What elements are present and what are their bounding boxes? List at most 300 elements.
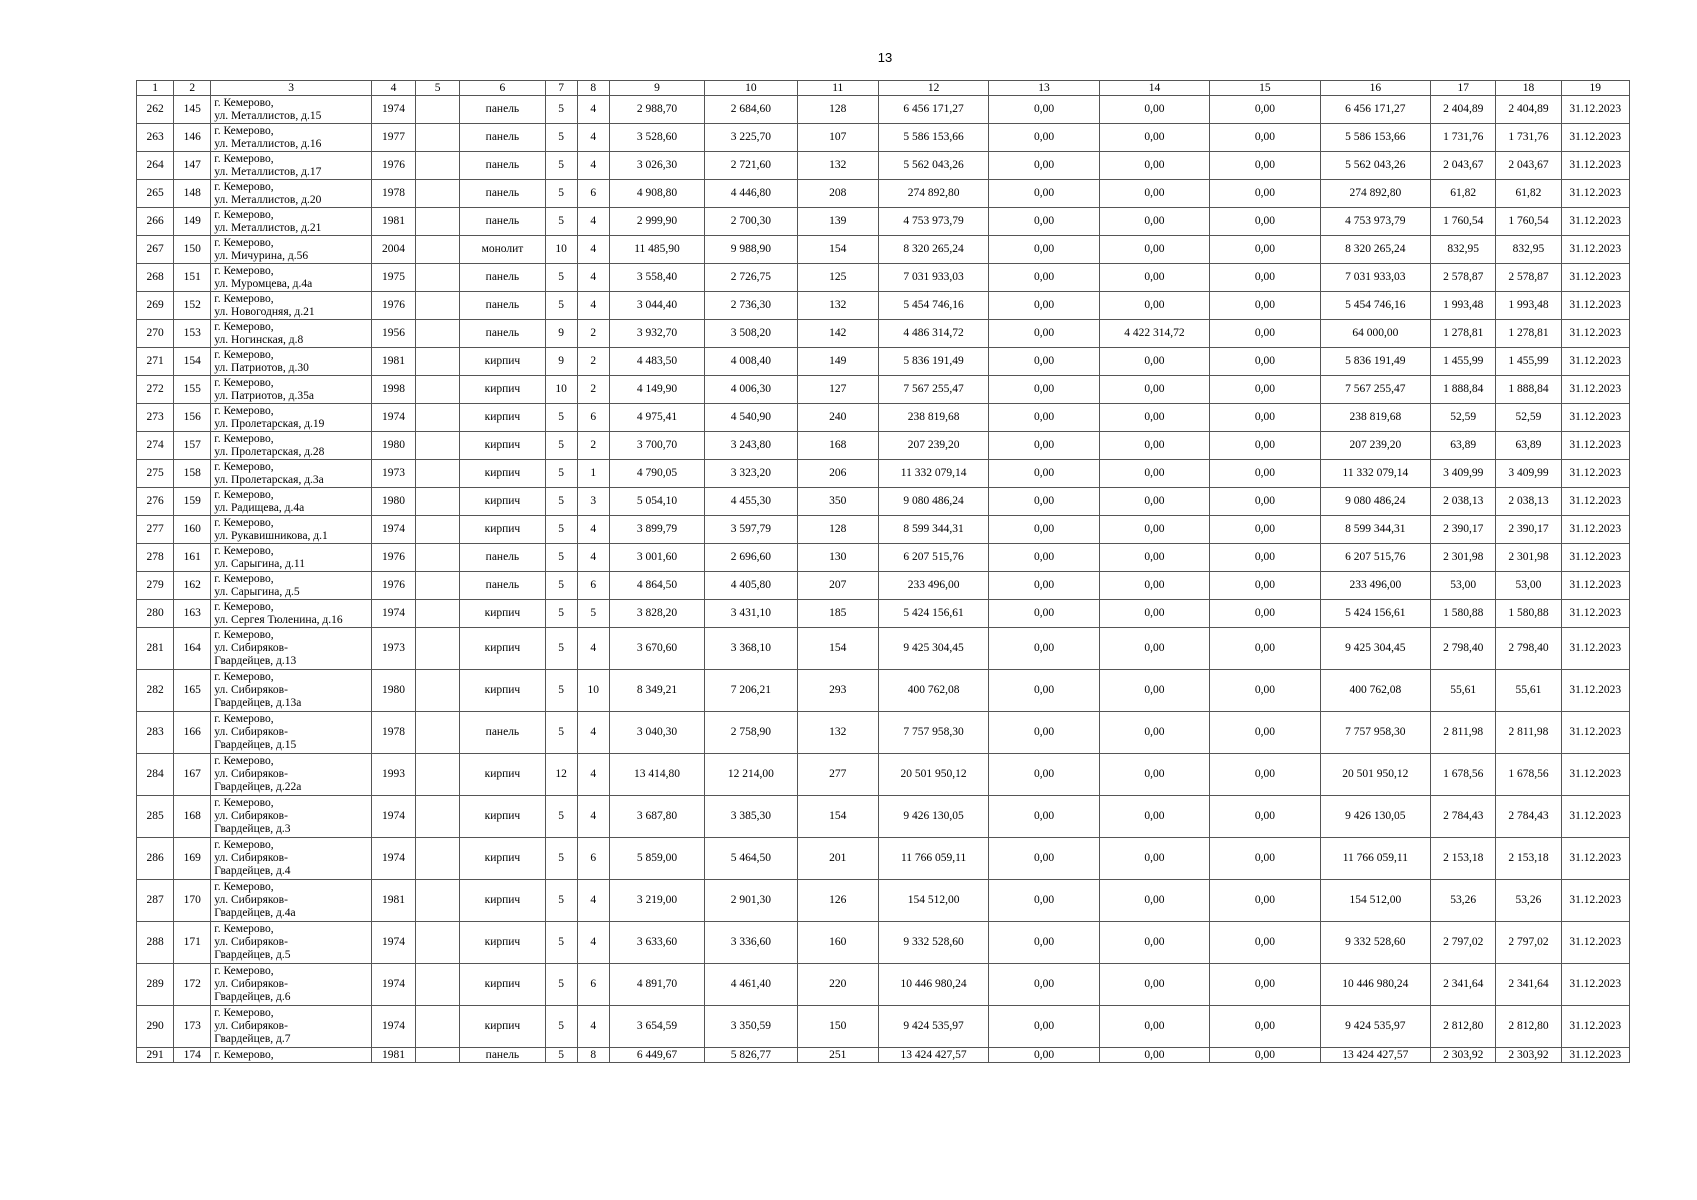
table-cell: 4 483,50 xyxy=(609,348,704,376)
table-cell: 2 736,30 xyxy=(705,292,797,320)
table-cell: 5 xyxy=(545,180,577,208)
table-cell: 174 xyxy=(174,1048,211,1063)
table-cell: 1974 xyxy=(371,600,415,628)
table-cell: 2 721,60 xyxy=(705,152,797,180)
table-cell: 31.12.2023 xyxy=(1561,600,1629,628)
table-cell: 0,00 xyxy=(989,628,1099,670)
table-cell: 268 xyxy=(137,264,174,292)
table-cell: 6 449,67 xyxy=(609,1048,704,1063)
address-cell: г. Кемерово, ул. Мичурина, д.56 xyxy=(211,236,372,264)
table-cell: 206 xyxy=(797,460,878,488)
table-cell: 1974 xyxy=(371,922,415,964)
address-cell: г. Кемерово, ул. Патриотов, д.35а xyxy=(211,376,372,404)
table-cell: кирпич xyxy=(460,432,545,460)
table-cell: 3 409,99 xyxy=(1496,460,1561,488)
table-cell: 3 687,80 xyxy=(609,796,704,838)
table-cell: 168 xyxy=(174,796,211,838)
table-cell: 9 332 528,60 xyxy=(1320,922,1430,964)
table-cell: 1981 xyxy=(371,348,415,376)
table-cell: 53,00 xyxy=(1496,572,1561,600)
table-cell: 20 501 950,12 xyxy=(878,754,988,796)
table-cell: 207 239,20 xyxy=(1320,432,1430,460)
table-row xyxy=(137,964,1630,1006)
table-row xyxy=(137,404,1630,432)
table-cell: 0,00 xyxy=(1210,152,1320,180)
table-row xyxy=(137,124,1630,152)
table-cell: 0,00 xyxy=(1210,432,1320,460)
table-cell: 281 xyxy=(137,628,174,670)
table-cell: 164 xyxy=(174,628,211,670)
table-cell: 9 xyxy=(545,348,577,376)
table-cell: 0,00 xyxy=(989,1006,1099,1048)
table-cell: 1998 xyxy=(371,376,415,404)
table-cell: 31.12.2023 xyxy=(1561,152,1629,180)
table-cell: 2 038,13 xyxy=(1496,488,1561,516)
table-cell: 8 599 344,31 xyxy=(878,516,988,544)
table-cell: 0,00 xyxy=(1099,796,1209,838)
column-number-header: 1 xyxy=(137,81,174,96)
table-cell: 3 508,20 xyxy=(705,320,797,348)
table-cell: 0,00 xyxy=(1210,180,1320,208)
table-cell: 7 567 255,47 xyxy=(1320,376,1430,404)
table-cell: 31.12.2023 xyxy=(1561,754,1629,796)
table-cell: 170 xyxy=(174,880,211,922)
table-cell: 273 xyxy=(137,404,174,432)
table-cell: 0,00 xyxy=(989,670,1099,712)
table-cell: 63,89 xyxy=(1496,432,1561,460)
table-cell: 5 xyxy=(545,600,577,628)
table-cell: 0,00 xyxy=(1099,1048,1209,1063)
table-cell: 1981 xyxy=(371,1048,415,1063)
column-number-header: 12 xyxy=(878,81,988,96)
table-cell xyxy=(416,124,460,152)
table-cell: 3 633,60 xyxy=(609,922,704,964)
housing-registry-table xyxy=(136,80,1630,1063)
column-number-header: 5 xyxy=(416,81,460,96)
table-cell: 2 758,90 xyxy=(705,712,797,754)
table-cell: 0,00 xyxy=(1210,572,1320,600)
table-cell: 9 425 304,45 xyxy=(1320,628,1430,670)
table-cell: 6 xyxy=(577,964,609,1006)
table-cell: 2 797,02 xyxy=(1431,922,1496,964)
table-cell: 1974 xyxy=(371,404,415,432)
table-cell: 0,00 xyxy=(1099,880,1209,922)
table-cell: 6 xyxy=(577,404,609,432)
table-cell: 173 xyxy=(174,1006,211,1048)
table-cell: 0,00 xyxy=(989,572,1099,600)
table-cell: 1976 xyxy=(371,292,415,320)
table-cell: 10 446 980,24 xyxy=(878,964,988,1006)
table-cell: 0,00 xyxy=(1210,96,1320,124)
table-cell: 400 762,08 xyxy=(1320,670,1430,712)
table-cell: 278 xyxy=(137,544,174,572)
table-row xyxy=(137,96,1630,124)
table-cell: 162 xyxy=(174,572,211,600)
table-cell: 0,00 xyxy=(1099,348,1209,376)
table-cell xyxy=(416,432,460,460)
table-cell: 55,61 xyxy=(1496,670,1561,712)
table-cell: 201 xyxy=(797,838,878,880)
table-cell: 128 xyxy=(797,516,878,544)
table-cell: 5 xyxy=(545,670,577,712)
address-cell: г. Кемерово, ул. Пролетарская, д.3а xyxy=(211,460,372,488)
table-cell: 350 xyxy=(797,488,878,516)
column-number-header: 15 xyxy=(1210,81,1320,96)
table-cell: 1981 xyxy=(371,880,415,922)
table-cell: 31.12.2023 xyxy=(1561,488,1629,516)
table-cell: 1 580,88 xyxy=(1496,600,1561,628)
table-row xyxy=(137,880,1630,922)
table-cell: 4 xyxy=(577,922,609,964)
table-cell: 1973 xyxy=(371,628,415,670)
table-cell: 2 784,43 xyxy=(1496,796,1561,838)
table-cell: 0,00 xyxy=(989,922,1099,964)
table-cell: 148 xyxy=(174,180,211,208)
address-cell: г. Кемерово, ул. Сибиряков- Гвардейцев, д.3 xyxy=(211,796,372,838)
table-cell: панель xyxy=(460,1048,545,1063)
table-cell: 1980 xyxy=(371,488,415,516)
table-cell: кирпич xyxy=(460,376,545,404)
table-cell: 207 239,20 xyxy=(878,432,988,460)
table-cell: 7 567 255,47 xyxy=(878,376,988,404)
table-row xyxy=(137,1048,1630,1063)
table-cell: 5 054,10 xyxy=(609,488,704,516)
table-cell: 1 888,84 xyxy=(1496,376,1561,404)
table-cell: 1978 xyxy=(371,180,415,208)
table-cell: 53,00 xyxy=(1431,572,1496,600)
table-cell: 9 426 130,05 xyxy=(1320,796,1430,838)
table-cell: 0,00 xyxy=(1210,460,1320,488)
table-cell: 149 xyxy=(797,348,878,376)
table-cell: 0,00 xyxy=(989,292,1099,320)
table-cell: кирпич xyxy=(460,628,545,670)
table-cell xyxy=(416,96,460,124)
table-cell: 0,00 xyxy=(989,96,1099,124)
table-cell: 272 xyxy=(137,376,174,404)
table-cell: 2 578,87 xyxy=(1496,264,1561,292)
table-cell: 2 798,40 xyxy=(1431,628,1496,670)
table-row xyxy=(137,516,1630,544)
address-cell: г. Кемерово, ул. Металлистов, д.21 xyxy=(211,208,372,236)
table-cell: 13 414,80 xyxy=(609,754,704,796)
table-cell: 31.12.2023 xyxy=(1561,712,1629,754)
table-cell: 287 xyxy=(137,880,174,922)
column-number-header: 10 xyxy=(705,81,797,96)
table-cell: 1976 xyxy=(371,572,415,600)
table-cell: 2 341,64 xyxy=(1496,964,1561,1006)
table-cell: 240 xyxy=(797,404,878,432)
table-cell: 5 836 191,49 xyxy=(878,348,988,376)
table-cell: 6 207 515,76 xyxy=(878,544,988,572)
table-cell: 2 303,92 xyxy=(1496,1048,1561,1063)
table-cell: 0,00 xyxy=(1099,376,1209,404)
table-cell: 1956 xyxy=(371,320,415,348)
table-cell: 163 xyxy=(174,600,211,628)
table-cell: 5 xyxy=(545,838,577,880)
table-cell: 139 xyxy=(797,208,878,236)
table-cell: 264 xyxy=(137,152,174,180)
table-cell: 2 038,13 xyxy=(1431,488,1496,516)
table-cell: 1976 xyxy=(371,152,415,180)
table-cell: 2 684,60 xyxy=(705,96,797,124)
table-cell: 6 456 171,27 xyxy=(1320,96,1430,124)
table-cell: 284 xyxy=(137,754,174,796)
column-number-header: 6 xyxy=(460,81,545,96)
table-cell: 4 908,80 xyxy=(609,180,704,208)
table-cell: 3 597,79 xyxy=(705,516,797,544)
table-cell: 5 xyxy=(545,516,577,544)
table-cell: 4 xyxy=(577,264,609,292)
table-cell: 3 385,30 xyxy=(705,796,797,838)
table-cell: 4 891,70 xyxy=(609,964,704,1006)
table-cell: 277 xyxy=(137,516,174,544)
table-cell: 31.12.2023 xyxy=(1561,1048,1629,1063)
table-cell: 3 700,70 xyxy=(609,432,704,460)
address-cell: г. Кемерово, ул. Радищева, д.4а xyxy=(211,488,372,516)
table-cell: 4 864,50 xyxy=(609,572,704,600)
column-number-header: 11 xyxy=(797,81,878,96)
table-cell: 31.12.2023 xyxy=(1561,838,1629,880)
table-cell: панель xyxy=(460,712,545,754)
table-cell: 2 999,90 xyxy=(609,208,704,236)
table-cell: 4 753 973,79 xyxy=(1320,208,1430,236)
table-cell: 0,00 xyxy=(1099,208,1209,236)
column-number-header: 8 xyxy=(577,81,609,96)
table-cell: 31.12.2023 xyxy=(1561,404,1629,432)
address-cell: г. Кемерово, ул. Ногинская, д.8 xyxy=(211,320,372,348)
table-cell: 6 xyxy=(577,572,609,600)
table-cell xyxy=(416,320,460,348)
table-cell: 1 580,88 xyxy=(1431,600,1496,628)
table-cell: 3 225,70 xyxy=(705,124,797,152)
table-cell: 2 404,89 xyxy=(1431,96,1496,124)
table-cell: 10 xyxy=(545,376,577,404)
table-cell: 107 xyxy=(797,124,878,152)
table-cell: 12 xyxy=(545,754,577,796)
table-cell: 172 xyxy=(174,964,211,1006)
table-cell: 0,00 xyxy=(989,152,1099,180)
table-cell: 2004 xyxy=(371,236,415,264)
table-cell: 31.12.2023 xyxy=(1561,432,1629,460)
table-cell: 20 501 950,12 xyxy=(1320,754,1430,796)
table-cell: 0,00 xyxy=(989,712,1099,754)
table-cell: 1974 xyxy=(371,796,415,838)
table-cell: 0,00 xyxy=(1210,600,1320,628)
table-cell: 3 xyxy=(577,488,609,516)
table-row xyxy=(137,544,1630,572)
table-row xyxy=(137,670,1630,712)
table-cell: 4 xyxy=(577,152,609,180)
table-cell: 0,00 xyxy=(1099,460,1209,488)
table-cell: 0,00 xyxy=(1210,348,1320,376)
table-cell: 1 760,54 xyxy=(1496,208,1561,236)
table-cell: 290 xyxy=(137,1006,174,1048)
table-cell: 31.12.2023 xyxy=(1561,180,1629,208)
table-cell: 5 xyxy=(545,964,577,1006)
table-cell: 3 323,20 xyxy=(705,460,797,488)
column-number-header: 16 xyxy=(1320,81,1430,96)
table-cell: 125 xyxy=(797,264,878,292)
table-cell xyxy=(416,152,460,180)
table-cell: 0,00 xyxy=(1210,320,1320,348)
table-cell: 1 678,56 xyxy=(1431,754,1496,796)
table-cell: кирпич xyxy=(460,488,545,516)
table-cell: 0,00 xyxy=(989,600,1099,628)
table-cell: 2 812,80 xyxy=(1431,1006,1496,1048)
table-cell xyxy=(416,628,460,670)
table-cell: 157 xyxy=(174,432,211,460)
table-cell: 4 xyxy=(577,96,609,124)
table-cell: панель xyxy=(460,264,545,292)
table-cell: 0,00 xyxy=(989,796,1099,838)
table-cell: 152 xyxy=(174,292,211,320)
table-cell: 185 xyxy=(797,600,878,628)
table-cell: 3 528,60 xyxy=(609,124,704,152)
table-cell: 3 558,40 xyxy=(609,264,704,292)
table-cell: 4 xyxy=(577,236,609,264)
table-cell: 4 xyxy=(577,292,609,320)
table-cell: 5 826,77 xyxy=(705,1048,797,1063)
table-cell: 2 696,60 xyxy=(705,544,797,572)
table-cell: 2 301,98 xyxy=(1431,544,1496,572)
table-cell: 5 xyxy=(545,152,577,180)
table-cell: 271 xyxy=(137,348,174,376)
table-cell xyxy=(416,880,460,922)
table-cell xyxy=(416,600,460,628)
table-cell: 5 xyxy=(545,264,577,292)
table-cell: 126 xyxy=(797,880,878,922)
table-cell: 2 xyxy=(577,348,609,376)
table-cell: 4 455,30 xyxy=(705,488,797,516)
table-cell: кирпич xyxy=(460,880,545,922)
table-cell: 3 044,40 xyxy=(609,292,704,320)
table-cell: 9 080 486,24 xyxy=(878,488,988,516)
table-cell: 4 xyxy=(577,880,609,922)
table-cell: 64 000,00 xyxy=(1320,320,1430,348)
table-cell: 0,00 xyxy=(1210,922,1320,964)
table-cell: 1993 xyxy=(371,754,415,796)
table-cell: 142 xyxy=(797,320,878,348)
table-cell: 1 xyxy=(577,460,609,488)
table-cell: 0,00 xyxy=(1210,236,1320,264)
column-number-header-row xyxy=(137,81,1630,96)
table-row xyxy=(137,292,1630,320)
address-cell: г. Кемерово, ул. Металлистов, д.17 xyxy=(211,152,372,180)
table-cell: 3 431,10 xyxy=(705,600,797,628)
table-cell: 2 043,67 xyxy=(1496,152,1561,180)
table-cell: 1 731,76 xyxy=(1496,124,1561,152)
table-cell: 5 424 156,61 xyxy=(1320,600,1430,628)
table-row xyxy=(137,488,1630,516)
table-cell xyxy=(416,572,460,600)
column-number-header: 19 xyxy=(1561,81,1629,96)
table-cell: 3 670,60 xyxy=(609,628,704,670)
table-cell: 2 341,64 xyxy=(1431,964,1496,1006)
table-cell: 151 xyxy=(174,264,211,292)
table-cell: 31.12.2023 xyxy=(1561,320,1629,348)
table-cell xyxy=(416,516,460,544)
table-cell: 4 540,90 xyxy=(705,404,797,432)
table-cell: панель xyxy=(460,292,545,320)
table-cell: 2 812,80 xyxy=(1496,1006,1561,1048)
table-cell: 171 xyxy=(174,922,211,964)
table-cell: 2 390,17 xyxy=(1431,516,1496,544)
table-cell: 7 031 933,03 xyxy=(878,264,988,292)
table-cell: 2 798,40 xyxy=(1496,628,1561,670)
table-cell: 0,00 xyxy=(1099,404,1209,432)
table-cell: 6 207 515,76 xyxy=(1320,544,1430,572)
address-cell: г. Кемерово, ул. Рукавишникова, д.1 xyxy=(211,516,372,544)
table-cell: 6 xyxy=(577,838,609,880)
table-cell: 11 766 059,11 xyxy=(878,838,988,880)
table-cell: 0,00 xyxy=(1099,544,1209,572)
table-cell: 31.12.2023 xyxy=(1561,1006,1629,1048)
table-row xyxy=(137,432,1630,460)
table-cell: 154 512,00 xyxy=(878,880,988,922)
table-cell: 9 332 528,60 xyxy=(878,922,988,964)
table-cell: 10 xyxy=(577,670,609,712)
table-cell: 147 xyxy=(174,152,211,180)
table-cell: 1980 xyxy=(371,670,415,712)
table-cell: панель xyxy=(460,180,545,208)
table-cell: 31.12.2023 xyxy=(1561,544,1629,572)
table-cell: 0,00 xyxy=(1099,754,1209,796)
table-cell: 5 xyxy=(545,712,577,754)
table-cell: 4 790,05 xyxy=(609,460,704,488)
table-cell xyxy=(416,404,460,432)
table-cell: 13 424 427,57 xyxy=(1320,1048,1430,1063)
table-cell: панель xyxy=(460,544,545,572)
table-cell: 0,00 xyxy=(1099,488,1209,516)
table-cell: 9 425 304,45 xyxy=(878,628,988,670)
table-cell: 0,00 xyxy=(989,124,1099,152)
table-cell: 262 xyxy=(137,96,174,124)
table-cell: 233 496,00 xyxy=(1320,572,1430,600)
table-cell: 3 368,10 xyxy=(705,628,797,670)
table-cell: 2 xyxy=(577,432,609,460)
table-row xyxy=(137,460,1630,488)
table-cell: 52,59 xyxy=(1431,404,1496,432)
table-cell: 13 424 427,57 xyxy=(878,1048,988,1063)
table-cell: 1976 xyxy=(371,544,415,572)
address-cell: г. Кемерово, ул. Сибиряков- Гвардейцев, д.22а xyxy=(211,754,372,796)
table-cell: 167 xyxy=(174,754,211,796)
table-cell: 5 xyxy=(545,432,577,460)
address-cell: г. Кемерово, ул. Сарыгина, д.11 xyxy=(211,544,372,572)
table-cell: 3 350,59 xyxy=(705,1006,797,1048)
table-row xyxy=(137,1006,1630,1048)
table-cell: 1973 xyxy=(371,460,415,488)
table-cell xyxy=(416,796,460,838)
table-cell: 5 xyxy=(545,1048,577,1063)
table-cell: 55,61 xyxy=(1431,670,1496,712)
table-cell: 132 xyxy=(797,712,878,754)
table-cell: 5 xyxy=(545,208,577,236)
address-cell: г. Кемерово, ул. Сибиряков- Гвардейцев, д.5 xyxy=(211,922,372,964)
table-cell: 2 811,98 xyxy=(1496,712,1561,754)
table-cell xyxy=(416,712,460,754)
table-cell: 207 xyxy=(797,572,878,600)
table-cell: 285 xyxy=(137,796,174,838)
table-cell: 3 243,80 xyxy=(705,432,797,460)
table-row xyxy=(137,712,1630,754)
table-cell: 277 xyxy=(797,754,878,796)
table-cell: 2 811,98 xyxy=(1431,712,1496,754)
address-cell: г. Кемерово, ул. Пролетарская, д.28 xyxy=(211,432,372,460)
table-cell: 146 xyxy=(174,124,211,152)
table-cell xyxy=(416,264,460,292)
table-cell: 2 404,89 xyxy=(1496,96,1561,124)
